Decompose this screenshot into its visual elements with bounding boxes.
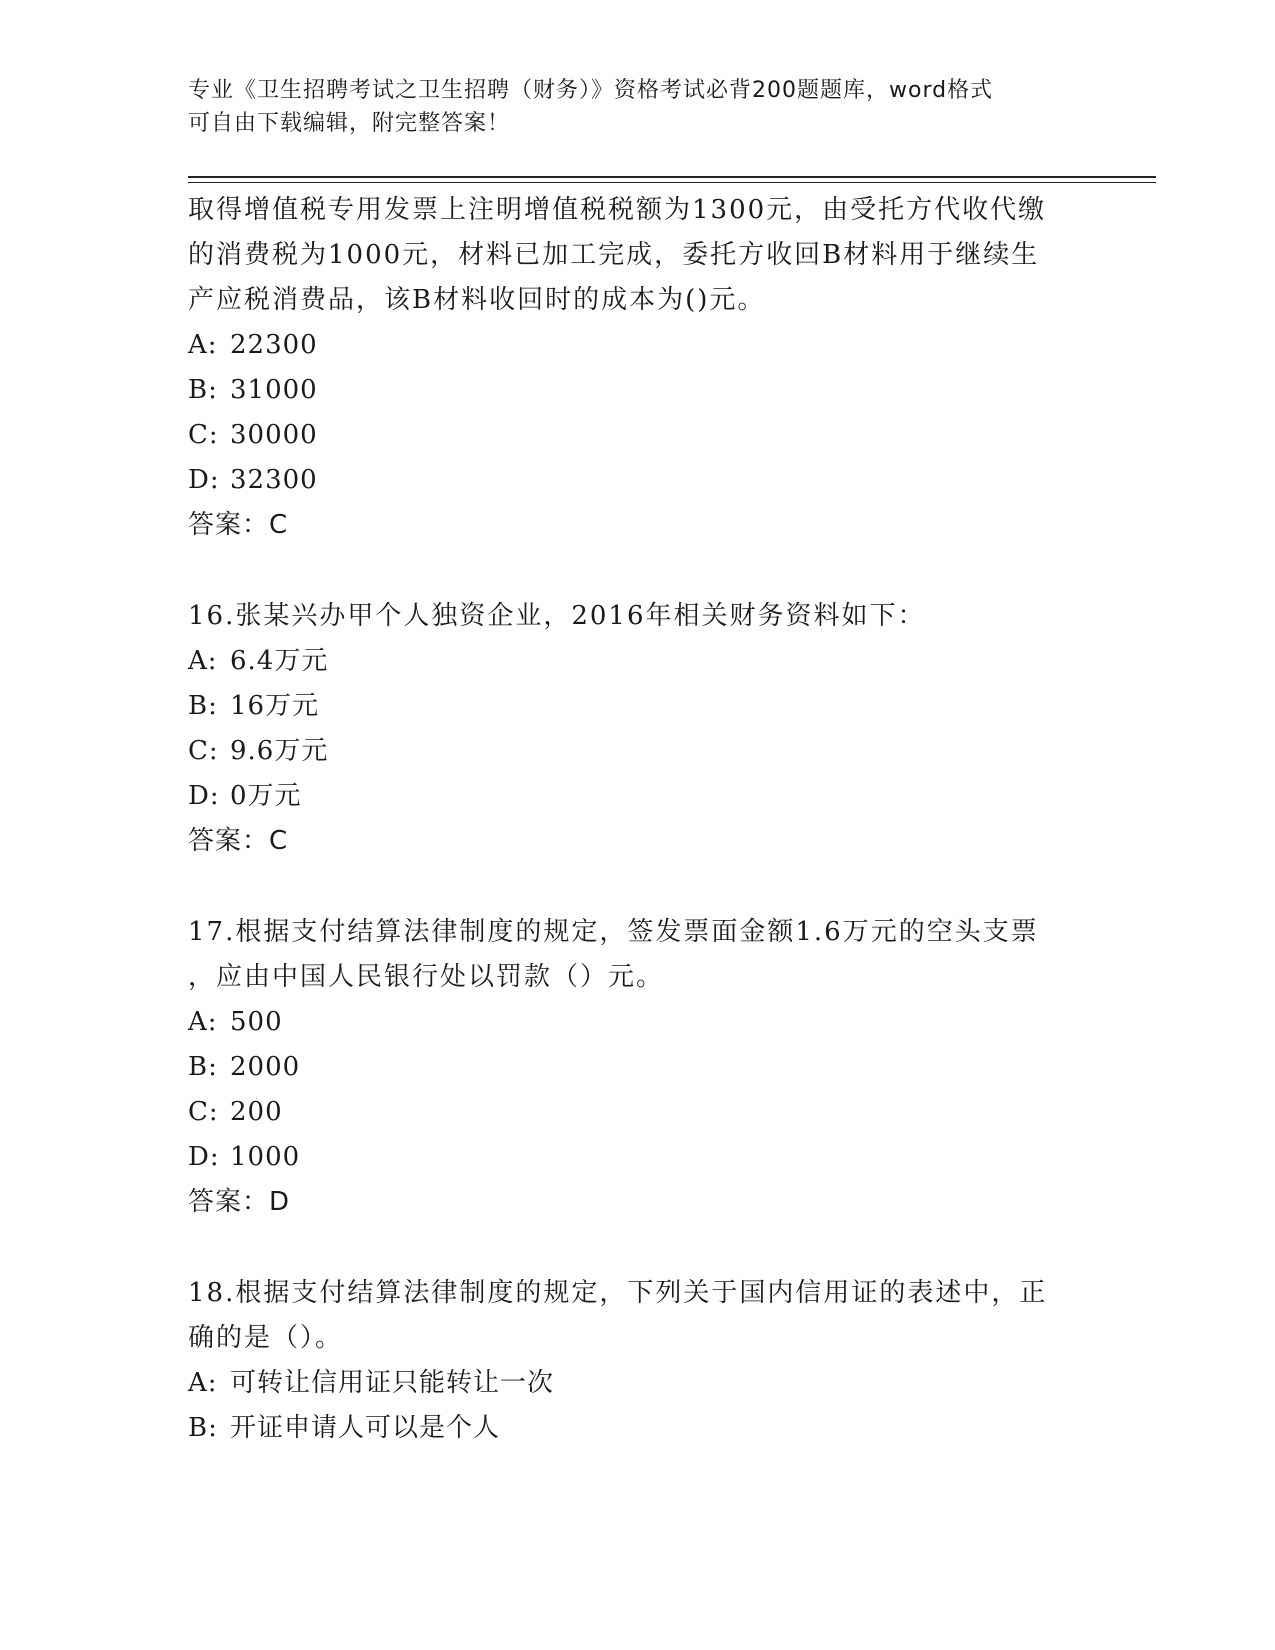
option-a [188, 639, 1088, 684]
question-17 [188, 910, 1088, 1225]
document-header [188, 74, 1088, 140]
question-list [188, 188, 1088, 1451]
option-label: C: [188, 736, 219, 766]
option-text: 16万元 [230, 691, 320, 721]
option-label: D: [188, 1142, 220, 1172]
option-label: A: [188, 646, 218, 676]
question-text-line: 的消费税为1000元，材料已加工完成，委托方收回B材料用于继续生 [188, 240, 1040, 270]
option-label: D: [188, 465, 220, 495]
option-label: A: [188, 330, 218, 360]
header-title-line-2: 可自由下载编辑，附完整答案！ [188, 111, 511, 136]
question-spacer [188, 864, 1088, 910]
option-a [188, 1361, 1088, 1406]
option-b [188, 1406, 1088, 1451]
header-divider-thick [188, 176, 1156, 178]
option-b [188, 684, 1088, 729]
option-c [188, 1090, 1088, 1135]
option-label: B: [188, 691, 218, 721]
option-text: 31000 [230, 375, 318, 405]
option-label: C: [188, 420, 219, 450]
question-text-line: 18.根据支付结算法律制度的规定，下列关于国内信用证的表述中，正 [188, 1278, 1048, 1308]
answer-line: 答案：D [188, 1187, 291, 1217]
option-d [188, 1135, 1088, 1180]
option-text: 1000 [230, 1142, 301, 1172]
option-text: 可转让信用证只能转让一次 [230, 1368, 555, 1398]
question-15-continued [188, 188, 1088, 548]
option-label: B: [188, 1052, 218, 1082]
question-spacer [188, 548, 1088, 594]
option-label: A: [188, 1368, 218, 1398]
option-label: B: [188, 1413, 218, 1443]
question-18 [188, 1271, 1088, 1451]
option-text: 开证申请人可以是个人 [230, 1413, 501, 1443]
option-a [188, 323, 1088, 368]
option-label: B: [188, 375, 218, 405]
option-text: 200 [230, 1097, 283, 1127]
option-text: 2000 [230, 1052, 301, 1082]
option-b [188, 1045, 1088, 1090]
question-text-line: 16.张某兴办甲个人独资企业，2016年相关财务资料如下： [188, 601, 926, 631]
question-text-line: 取得增值税专用发票上注明增值税税额为1300元，由受托方代收代缴 [188, 195, 1047, 225]
option-label: D: [188, 781, 220, 811]
answer-line: 答案：C [188, 826, 289, 856]
option-text: 22300 [230, 330, 318, 360]
option-text: 6.4万元 [230, 646, 329, 676]
option-label: C: [188, 1097, 219, 1127]
question-text-line: ，应由中国人民银行处以罚款（）元。 [188, 962, 665, 992]
option-b [188, 368, 1088, 413]
header-divider-thin [188, 182, 1156, 183]
answer-line: 答案：C [188, 510, 289, 540]
question-text-line: 确的是（）。 [188, 1323, 344, 1353]
question-text-line: 17.根据支付结算法律制度的规定，签发票面金额1.6万元的空头支票 [188, 917, 1039, 947]
question-text-line: 产应税消费品，该B材料收回时的成本为()元。 [188, 285, 766, 315]
option-text: 9.6万元 [230, 736, 329, 766]
option-label: A: [188, 1007, 218, 1037]
option-text: 30000 [230, 420, 318, 450]
question-16 [188, 594, 1088, 864]
option-text: 32300 [230, 465, 318, 495]
option-d [188, 458, 1088, 503]
option-c [188, 729, 1088, 774]
option-a [188, 1000, 1088, 1045]
option-c [188, 413, 1088, 458]
question-spacer [188, 1225, 1088, 1271]
option-text: 500 [230, 1007, 283, 1037]
header-title-line-1: 专业《卫生招聘考试之卫生招聘（财务）》资格考试必背200题题库，word格式 [188, 78, 994, 103]
option-text: 0万元 [230, 781, 302, 811]
option-d [188, 774, 1088, 819]
